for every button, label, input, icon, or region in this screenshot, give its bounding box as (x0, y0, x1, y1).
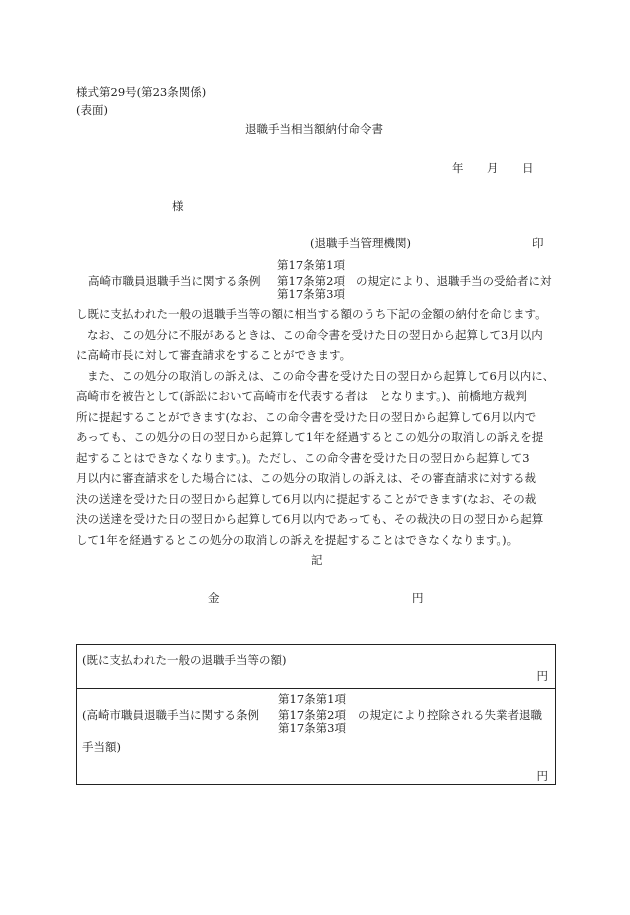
table-article-2: 第17条第2項 (278, 708, 346, 722)
paragraph-3-line-2: 高崎市を被告として(訴訟において高崎市を代表する者は となります。)、前橋地方裁判 (76, 389, 527, 403)
paragraph-1-prefix: 高崎市職員退職手当に関する条例 (88, 274, 261, 288)
paragraph-2-line-1: なお、この処分に不服があるときは、この命令書を受けた日の翌日から起算して3月以内 (87, 327, 543, 342)
paragraph-3-line-8: 決の送達を受けた日の翌日から起算して6月以内であっても、その裁決の日の翌日から起算 (76, 512, 544, 526)
paragraph-3-line-5: 起することはできなくなります。)。ただし、この命令書を受けた日の翌日から起算して3 (76, 450, 530, 465)
table-row-2-prefix: (高崎市職員退職手当に関する条例 (82, 708, 259, 722)
table-row-2-suffix: の規定により控除される失業者退職 (358, 708, 542, 722)
article-2: 第17条第2項 (277, 274, 345, 288)
paragraph-2-line-2: に高崎市長に対して審査請求をすることができます。 (76, 348, 352, 362)
table-row-2-line-2: 手当額) (82, 740, 121, 754)
table-article-3: 第17条第3項 (278, 721, 346, 735)
paragraph-3-line-9: して1年を経過するとこの処分の取消しの訴えを提起することはできなくなります。)。 (76, 532, 519, 547)
table-row-2-unit: 円 (536, 769, 548, 783)
ki-heading: 記 (311, 553, 323, 567)
amount-prefix: 金 (208, 591, 220, 605)
table-row-1-unit: 円 (536, 669, 548, 683)
table-article-1: 第17条第1項 (278, 692, 346, 706)
form-side-label: (表面) (76, 103, 108, 117)
seal-mark: 印 (532, 236, 544, 250)
paragraph-1-suffix: の規定により、退職手当の受給者に対 (356, 274, 552, 288)
body-text (76, 304, 558, 550)
document-title: 退職手当相当額納付命令書 (245, 122, 383, 136)
table-row-1-label: (既に支払われた一般の退職手当等の額) (82, 653, 287, 667)
date-year-label: 年 (452, 161, 464, 175)
paragraph-3-line-4: あっても、この処分の日の翌日から起算して1年を経過するとこの処分の取消しの訴えを提 (76, 430, 544, 444)
deduction-table (76, 644, 556, 785)
article-3: 第17条第3項 (277, 287, 345, 301)
article-1: 第17条第1項 (277, 258, 345, 272)
date-day-label: 日 (522, 161, 534, 175)
paragraph-3-line-1: また、この処分の取消しの訴えは、この命令書を受けた日の翌日から起算して6月以内に、 (87, 368, 555, 383)
form-number: 様式第29号(第23条関係) (76, 85, 207, 99)
paragraph-3-line-7: 決の送達を受けた日の翌日から起算して6月以内に提起することができます(なお、その裁 (76, 491, 537, 506)
paragraph-3-line-6: 月以内に審査請求をした場合には、この処分の取消しの訴えは、その審査請求に対する裁 (76, 471, 536, 485)
paragraph-3-line-3: 所に提起することができます(なお、この命令書を受けた日の翌日から起算して6月以内で (76, 409, 537, 424)
paragraph-1-line-2: し既に支払われた一般の退職手当等の額に相当する額のうち下記の金額の納付を命じます。 (76, 307, 547, 321)
addressee-suffix: 様 (172, 199, 184, 213)
date-month-label: 月 (487, 161, 499, 175)
table-divider (77, 688, 555, 689)
amount-unit: 円 (412, 591, 424, 605)
issuer-label: (退職手当管理機関) (310, 236, 411, 250)
